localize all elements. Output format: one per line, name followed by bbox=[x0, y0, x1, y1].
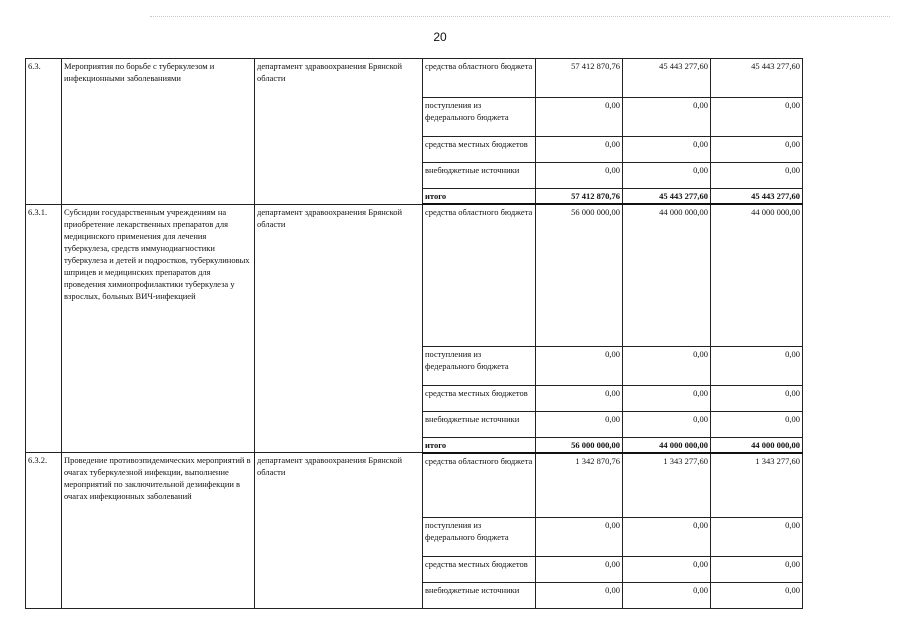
funding-source: внебюджетные источники bbox=[423, 411, 536, 437]
activity-code: 6.3. bbox=[26, 59, 62, 205]
table-row bbox=[26, 453, 803, 518]
activity-name: Субсидии государственным учреждениям на приобретение лекарственных препаратов для медицинского применения для лечения туберкулеза, средств иммунодиагностики туберкулеза и детей и подростков, туберкулиновых шприцев и медицинских препаратов для проведения химиопрофилактики туберкулеза у взрослых, больных ВИЧ-инфекцией bbox=[62, 204, 255, 453]
funding-source: поступления из федерального бюджета bbox=[423, 98, 536, 137]
amount-cell: 0,00 bbox=[536, 518, 623, 557]
amount-cell: 0,00 bbox=[536, 137, 623, 163]
total-amount: 45 443 277,60 bbox=[711, 189, 803, 205]
amount-cell: 0,00 bbox=[623, 346, 711, 385]
funding-source: средства местных бюджетов bbox=[423, 385, 536, 411]
funding-source: средства областного бюджета bbox=[423, 59, 536, 98]
amount-cell: 0,00 bbox=[711, 411, 803, 437]
amount-cell: 0,00 bbox=[623, 98, 711, 137]
total-amount: 45 443 277,60 bbox=[623, 189, 711, 205]
amount-cell: 45 443 277,60 bbox=[623, 59, 711, 98]
funding-source: средства областного бюджета bbox=[423, 453, 536, 518]
amount-cell: 0,00 bbox=[536, 557, 623, 583]
amount-cell: 0,00 bbox=[623, 583, 711, 609]
total-label: итого bbox=[423, 437, 536, 453]
amount-cell: 0,00 bbox=[711, 385, 803, 411]
amount-cell: 57 412 870,76 bbox=[536, 59, 623, 98]
amount-cell: 0,00 bbox=[536, 346, 623, 385]
amount-cell: 0,00 bbox=[623, 137, 711, 163]
activity-code: 6.3.1. bbox=[26, 204, 62, 453]
amount-cell: 0,00 bbox=[711, 98, 803, 137]
amount-cell: 0,00 bbox=[623, 557, 711, 583]
amount-cell: 1 343 277,60 bbox=[711, 453, 803, 518]
total-amount: 44 000 000,00 bbox=[623, 437, 711, 453]
activity-executor: департамент здравоохранения Брянской области bbox=[255, 59, 423, 205]
amount-cell: 0,00 bbox=[536, 385, 623, 411]
amount-cell: 45 443 277,60 bbox=[711, 59, 803, 98]
funding-source: средства областного бюджета bbox=[423, 204, 536, 346]
amount-cell: 44 000 000,00 bbox=[623, 204, 711, 346]
amount-cell: 0,00 bbox=[711, 518, 803, 557]
amount-cell: 0,00 bbox=[711, 137, 803, 163]
funding-source: средства местных бюджетов bbox=[423, 557, 536, 583]
funding-source: внебюджетные источники bbox=[423, 583, 536, 609]
amount-cell: 0,00 bbox=[536, 411, 623, 437]
amount-cell: 56 000 000,00 bbox=[536, 204, 623, 346]
amount-cell: 1 343 277,60 bbox=[623, 453, 711, 518]
amount-cell: 0,00 bbox=[623, 163, 711, 189]
amount-cell: 0,00 bbox=[623, 411, 711, 437]
activity-name: Мероприятия по борьбе с туберкулезом и инфекционными заболеваниями bbox=[62, 59, 255, 205]
amount-cell: 0,00 bbox=[623, 518, 711, 557]
scan-edge-line bbox=[150, 16, 890, 18]
amount-cell: 0,00 bbox=[711, 346, 803, 385]
activity-executor: департамент здравоохранения Брянской области bbox=[255, 204, 423, 453]
table-row bbox=[26, 204, 803, 346]
total-amount: 57 412 870,76 bbox=[536, 189, 623, 205]
amount-cell: 0,00 bbox=[536, 163, 623, 189]
activity-code: 6.3.2. bbox=[26, 453, 62, 609]
activity-executor: департамент здравоохранения Брянской области bbox=[255, 453, 423, 609]
funding-source: поступления из федерального бюджета bbox=[423, 346, 536, 385]
table-row bbox=[26, 59, 803, 98]
program-activities-table bbox=[25, 58, 803, 609]
activity-name: Проведение противоэпидемических мероприятий в очагах туберкулезной инфекции, выполнение мероприятий по заключительной дезинфекции в очагах инфекционных заболеваний bbox=[62, 453, 255, 609]
page-number: 20 bbox=[433, 30, 447, 44]
amount-cell: 0,00 bbox=[711, 557, 803, 583]
funding-source: внебюджетные источники bbox=[423, 163, 536, 189]
total-amount: 44 000 000,00 bbox=[711, 437, 803, 453]
amount-cell: 0,00 bbox=[623, 385, 711, 411]
total-amount: 56 000 000,00 bbox=[536, 437, 623, 453]
funding-source: средства местных бюджетов bbox=[423, 137, 536, 163]
amount-cell: 0,00 bbox=[711, 583, 803, 609]
amount-cell: 0,00 bbox=[536, 583, 623, 609]
total-label: итого bbox=[423, 189, 536, 205]
amount-cell: 0,00 bbox=[711, 163, 803, 189]
amount-cell: 1 342 870,76 bbox=[536, 453, 623, 518]
amount-cell: 0,00 bbox=[536, 98, 623, 137]
funding-source: поступления из федерального бюджета bbox=[423, 518, 536, 557]
amount-cell: 44 000 000,00 bbox=[711, 204, 803, 346]
